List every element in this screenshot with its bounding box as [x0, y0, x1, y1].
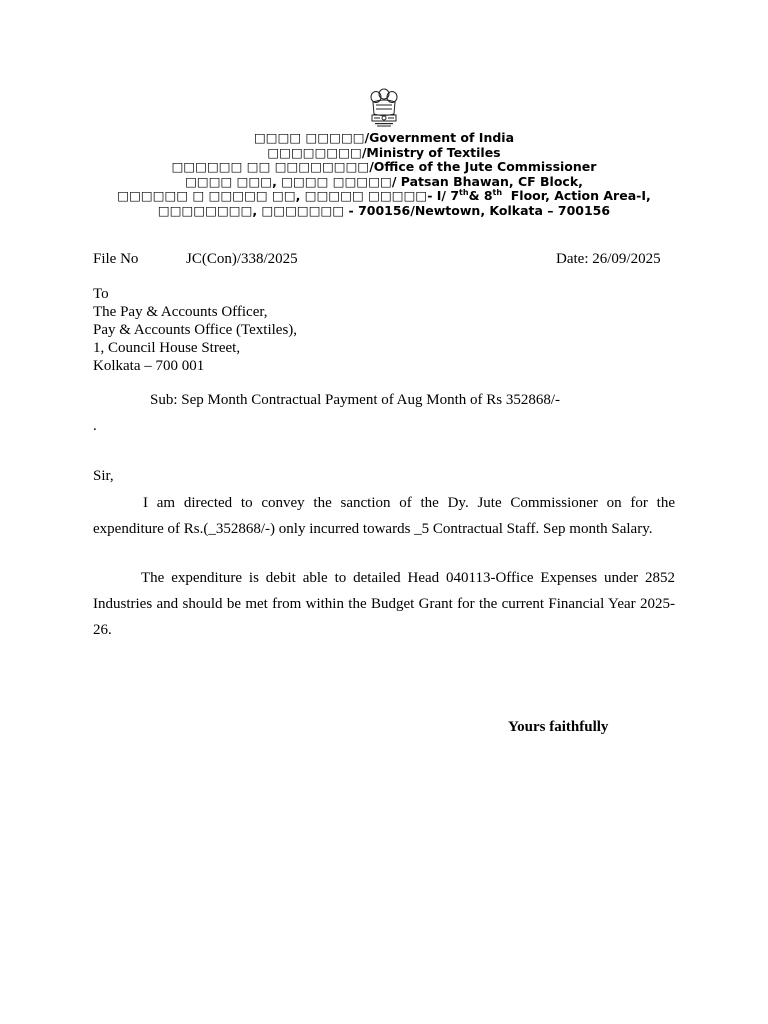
- letterhead-floor-sup: th: [492, 188, 503, 198]
- letterhead: [84, 131, 684, 219]
- file-number-value: JC(Con)/338/2025: [186, 251, 298, 267]
- stray-dot: .: [93, 418, 97, 434]
- letterhead-city: □□□□□□□□, □□□□□□□ - 700156/Newtown, Kolkata – 700156: [157, 202, 611, 218]
- closing-yours-faithfully: Yours faithfully: [508, 719, 609, 735]
- body-paragraph-sanction: [93, 490, 675, 542]
- letter-date: Date: 26/09/2025: [556, 251, 661, 267]
- file-number-label: File No: [93, 251, 139, 267]
- national-emblem-icon: [364, 85, 404, 135]
- address-line: 1, Council House Street,: [93, 340, 241, 356]
- recipient-address: [93, 285, 297, 375]
- letterhead-office: □□□□□□ □□ □□□□□□□□/Office of the Jute Commissioner: [171, 159, 597, 175]
- letterhead-floor: [84, 189, 684, 204]
- salutation: Sir,: [93, 468, 114, 484]
- letterhead-ministry: □□□□□□□□/Ministry of Textiles: [267, 144, 501, 160]
- letterhead-floor-part: Floor, Action Area-I,: [502, 188, 651, 204]
- letterhead-building: □□□□ □□□, □□□□ □□□□□/ Patsan Bhawan, CF Block,: [185, 173, 583, 189]
- address-to: To: [93, 286, 109, 302]
- body-paragraph-expenditure: [93, 565, 675, 643]
- address-line: Pay & Accounts Office (Textiles),: [93, 322, 298, 338]
- letterhead-floor-sup: th: [459, 188, 469, 198]
- body-paragraph-text: The expenditure is debit able to detailed Head 040113-Office Expenses under 2852 Industries and should be met from within the Budget Grant for the current Financial Year 2025-26.: [93, 570, 675, 638]
- letterhead-government: □□□□ □□□□□/Government of India: [253, 130, 515, 145]
- subject-line: Sub: Sep Month Contractual Payment of Aug Month of Rs 352868/-: [150, 392, 560, 408]
- address-line: The Pay & Accounts Officer,: [93, 304, 268, 320]
- address-line: Kolkata – 700 001: [93, 358, 205, 374]
- letterhead-floor-part: □□□□□□ □ □□□□□ □□, □□□□□ □□□□□- I/ 7: [117, 188, 460, 204]
- body-paragraph-text: I am directed to convey the sanction of the Dy. Jute Commissioner on for the expenditure of Rs.(_352868/-) only incurred towards _5 Contractual Staff. Sep month Salary.: [93, 495, 675, 537]
- letterhead-floor-part: & 8: [468, 188, 493, 204]
